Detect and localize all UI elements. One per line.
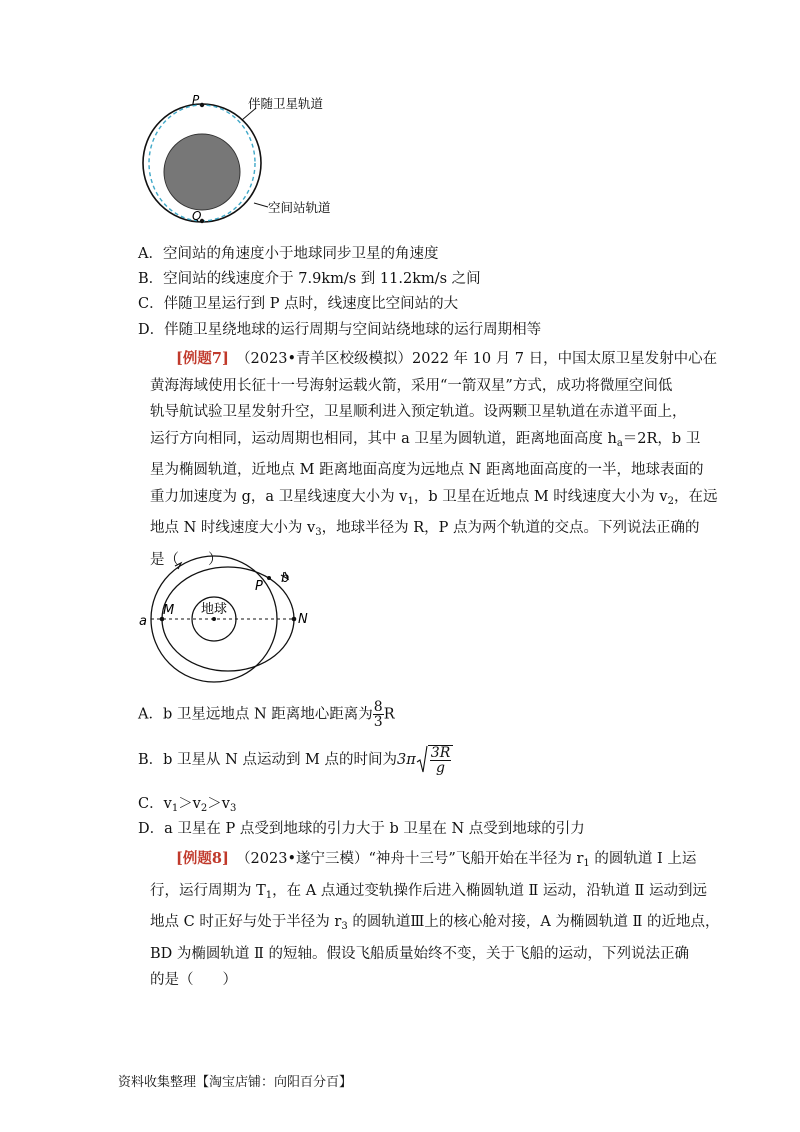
q6-option-b: B．空间站的线速度介于 7.9km/s 到 11.2km/s 之间 (138, 271, 481, 287)
label-companion-orbit: 伴随卫星轨道 (248, 96, 324, 111)
ex8-line-1: [例题8] （2023•遂宁三模）“神舟十三号”飞船开始在半径为 $r_1$ 的圆轨道 Ⅰ 上运 (176, 850, 697, 869)
ex8-line-4: BD 为椭圆轨道 Ⅱ 的短轴。假设飞船质量始终不变，关于飞船的运动，下列说法正确 (150, 945, 689, 962)
orbit-figure-2 (135, 555, 325, 695)
label-p: P (192, 93, 200, 107)
ex7-line-1: [例题7] （2023•青羊区校级模拟）2022 年 10 月 7 日，中国太原卫星发射中心在 (176, 350, 718, 367)
label-n: N (298, 612, 308, 627)
orbit-figure-1 (130, 92, 370, 242)
label-m: M (163, 603, 175, 618)
q7-option-c: C．$v_1>v_2>v_3$ (138, 796, 237, 814)
ex7-line-8: 是（ ） (150, 551, 223, 568)
ex8-line-2: 行，运行周期为 $T_1$，在 A 点通过变轨操作后进入椭圆轨道 Ⅱ 运动，沿轨道 Ⅱ 运动到远 (150, 882, 707, 901)
q6-option-d: D．伴随卫星绕地球的运行周期与空间站绕地球的运行周期相等 (138, 322, 542, 338)
ex8-line-5: 的是（ ） (150, 972, 237, 988)
example-8 (150, 846, 720, 994)
label-b: b (281, 571, 290, 586)
label-p: P (255, 579, 263, 594)
ex7-line-7: 地点 N 时线速度大小为 $v_3$，地球半径为 R，P 点为两个轨道的交点。下列说法正确的 (150, 520, 700, 538)
ex8-tag: [例题8] (176, 850, 229, 867)
sqrt-fraction: $\frac{3R}{g}$ (428, 745, 453, 775)
earth-center (212, 617, 216, 621)
q6-option-c: C．伴随卫星运行到 P 点时，线速度比空间站的大 (138, 296, 459, 312)
footer-note: 资料收集整理【淘宝店铺：向阳百分百】 (118, 1075, 353, 1090)
ex7-line-3: 轨导航试验卫星发射升空，卫星顺利进入预定轨道。设两颗卫星轨道在赤道平面上， (150, 404, 687, 420)
q7-option-b: B．b 卫星从 N 点运动到 M 点的时间为3π $\frac{3R}{g}$ (138, 744, 453, 776)
q6-option-a: A．空间站的角速度小于地球同步卫星的角速度 (138, 246, 439, 262)
ex7-line-6: 重力加速度为 g，a 卫星线速度大小为 $v_1$，b 卫星在近地点 M 时线速度大小为 $v_2$，在远 (150, 488, 718, 507)
sqrt-sign (416, 745, 428, 775)
ex7-line-2: 黄海海域使用长征十一号海射运载火箭，采用“一箭双星”方式，成功将微厘空间低 (150, 377, 673, 394)
point-n (292, 617, 297, 622)
point-p (267, 576, 271, 580)
label-q: Q (192, 209, 202, 223)
ex7-line-5: 星为椭圆轨道，近地点 M 距离地面高度为远地点 N 距离地面高度的一半，地球表面的 (150, 462, 704, 478)
label-earth: 地球 (201, 602, 228, 617)
label-station-orbit: 空间站轨道 (268, 200, 331, 215)
leader-line-station (254, 203, 268, 207)
q7-option-a: A．b 卫星远地点 N 距离地心距离为 $\frac{8}{3}$ R (138, 699, 395, 730)
ex7-tag: [例题7] (176, 350, 229, 367)
point-p (200, 103, 204, 107)
example-7 (150, 346, 718, 573)
ex7-line-4: 运行方向相同，运动周期也相同，其中 a 卫星为圆轨道，距离地面高度 $h_a=2R$，b 卫 (150, 430, 701, 449)
label-a: a (139, 614, 147, 629)
ex8-line-3: 地点 C 时正好与处于半径为 $r_3$ 的圆轨道Ⅲ上的核心舱对接，A 为椭圆轨道 Ⅱ 的近地点， (150, 914, 720, 932)
earth-disk (164, 134, 240, 210)
fraction-8-3: $\frac{8}{3}$ (373, 699, 383, 730)
q7-option-d: D．a 卫星在 P 点受到地球的引力大于 b 卫星在 N 点受到地球的引力 (138, 821, 585, 837)
